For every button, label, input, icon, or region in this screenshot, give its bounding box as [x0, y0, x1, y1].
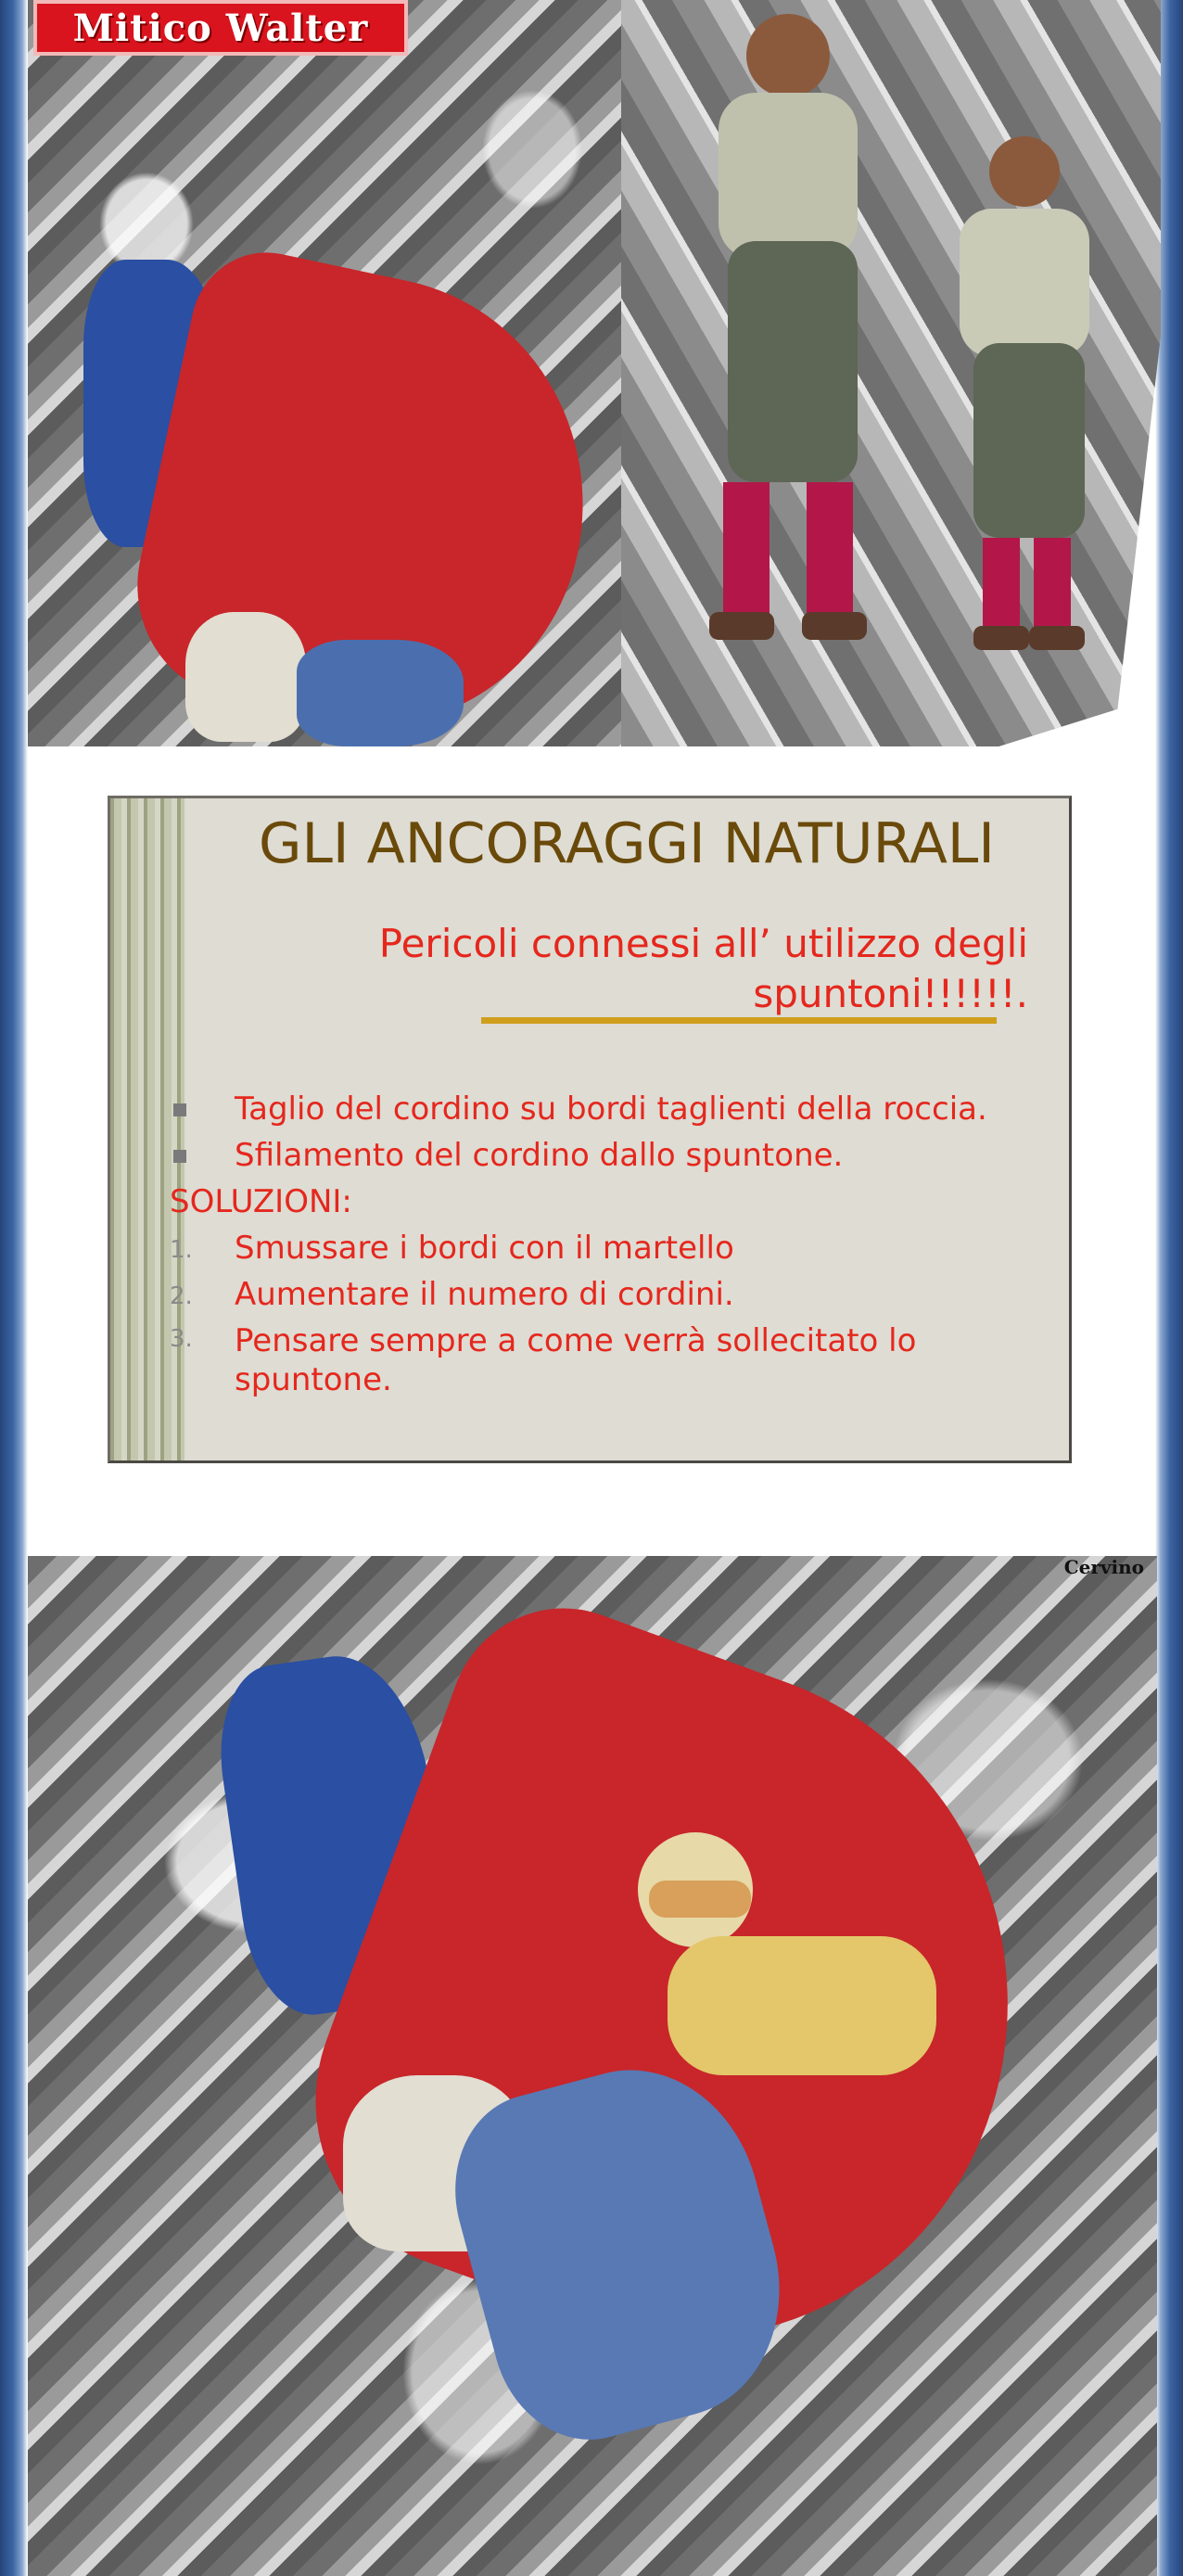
- bullet-item: [170, 1086, 1060, 1132]
- solution-item: [170, 1271, 1060, 1318]
- list-number: 3.: [170, 1325, 193, 1353]
- bivouac-photo-bottom: [28, 1556, 1157, 2576]
- climber-right: [918, 130, 1131, 668]
- solution-text: Pensare sempre a come verrà sollecitato lo spuntone.: [235, 1322, 917, 1398]
- bullet-text: Taglio del cordino su bordi taglienti della roccia.: [235, 1090, 987, 1128]
- bivouac-photo-top: [28, 0, 621, 746]
- climbers-photo: [621, 0, 1161, 746]
- slide-list: [170, 1086, 1060, 1399]
- title-badge: [33, 0, 408, 56]
- slide-title: GLI ANCORAGGI NATURALI: [258, 811, 995, 876]
- list-number: 1.: [170, 1236, 193, 1264]
- bullet-text: Sfilamento del cordino dallo spuntone.: [235, 1137, 844, 1174]
- solutions-heading: SOLUZIONI:: [170, 1183, 352, 1220]
- sleeping-bag: [297, 640, 464, 746]
- square-bullet-icon: [173, 1103, 186, 1116]
- climber-left: [668, 0, 909, 668]
- bullet-item: [170, 1132, 1060, 1179]
- white-sack: [185, 612, 306, 742]
- slide-subtitle: Pericoli connessi all’ utilizzo degli spuntoni!!!!!!.: [378, 921, 1028, 1016]
- photo-caption: Cervino: [1063, 1556, 1144, 1578]
- solution-text: Aumentare il numero di cordini.: [235, 1276, 734, 1313]
- badge-text: Mitico Walter: [72, 6, 369, 50]
- list-number: 2.: [170, 1282, 193, 1310]
- climber-in-hammock: [584, 1797, 973, 2094]
- solution-item: [170, 1318, 1060, 1399]
- solution-text: Smussare i bordi con il martello: [235, 1230, 734, 1267]
- square-bullet-icon: [173, 1150, 186, 1163]
- presentation-slide: [108, 796, 1072, 1463]
- accent-underline: [481, 1017, 997, 1024]
- solution-item: [170, 1225, 1060, 1271]
